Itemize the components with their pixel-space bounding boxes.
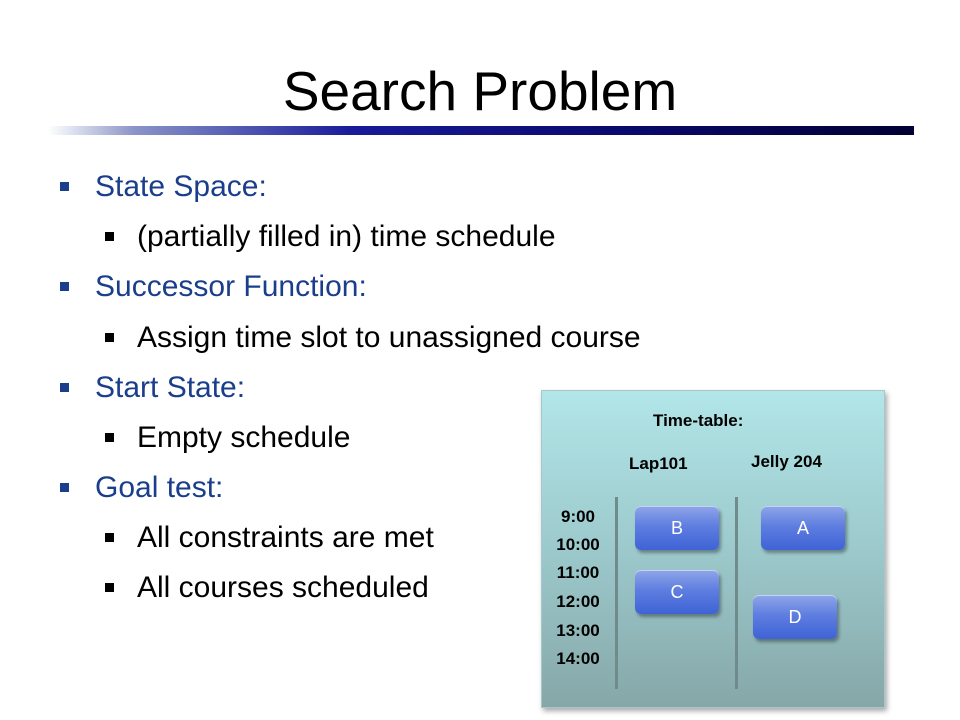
course-block-c[interactable]: C — [635, 570, 719, 614]
course-block-a[interactable]: A — [761, 506, 845, 550]
course-block-d[interactable]: D — [753, 595, 837, 639]
bullet-square-icon — [60, 282, 69, 291]
bullet-goal-scheduled: All courses scheduled — [137, 570, 429, 606]
room-header-jelly204: Jelly 204 — [751, 452, 822, 471]
bullet-square-icon — [60, 383, 69, 392]
bullet-square-icon — [60, 182, 69, 191]
room-header-lap101: Lap101 — [629, 454, 688, 473]
column-divider — [735, 497, 738, 689]
time-slot-label: 13:00 — [556, 621, 600, 640]
bullet-square-icon — [105, 583, 114, 592]
bullet-state-space-detail: (partially filled in) time schedule — [137, 219, 556, 255]
timetable-heading: Time-table: — [653, 411, 744, 430]
bullet-start-state: Start State: — [95, 370, 245, 406]
bullet-goal-test: Goal test: — [95, 470, 223, 506]
time-slot-label: 11:00 — [556, 563, 600, 582]
bullet-square-icon — [105, 232, 114, 241]
time-slot-label: 14:00 — [556, 649, 600, 668]
timetable-panel — [541, 390, 885, 708]
bullet-successor-function: Successor Function: — [95, 269, 367, 305]
bullet-square-icon — [105, 433, 114, 442]
bullet-square-icon — [105, 533, 114, 542]
course-block-b[interactable]: B — [635, 506, 719, 550]
bullet-start-state-detail: Empty schedule — [137, 420, 350, 456]
time-slot-label: 10:00 — [556, 535, 600, 554]
time-slot-label: 12:00 — [556, 592, 600, 611]
bullet-goal-constraints: All constraints are met — [137, 520, 434, 556]
bullet-successor-detail: Assign time slot to unassigned course — [137, 320, 641, 356]
time-slot-label: 9:00 — [560, 507, 596, 526]
bullet-square-icon — [60, 483, 69, 492]
column-divider — [615, 497, 618, 689]
bullet-square-icon — [105, 333, 114, 342]
bullet-state-space: State Space: — [95, 169, 267, 205]
slide-title: Search Problem — [282, 60, 678, 122]
